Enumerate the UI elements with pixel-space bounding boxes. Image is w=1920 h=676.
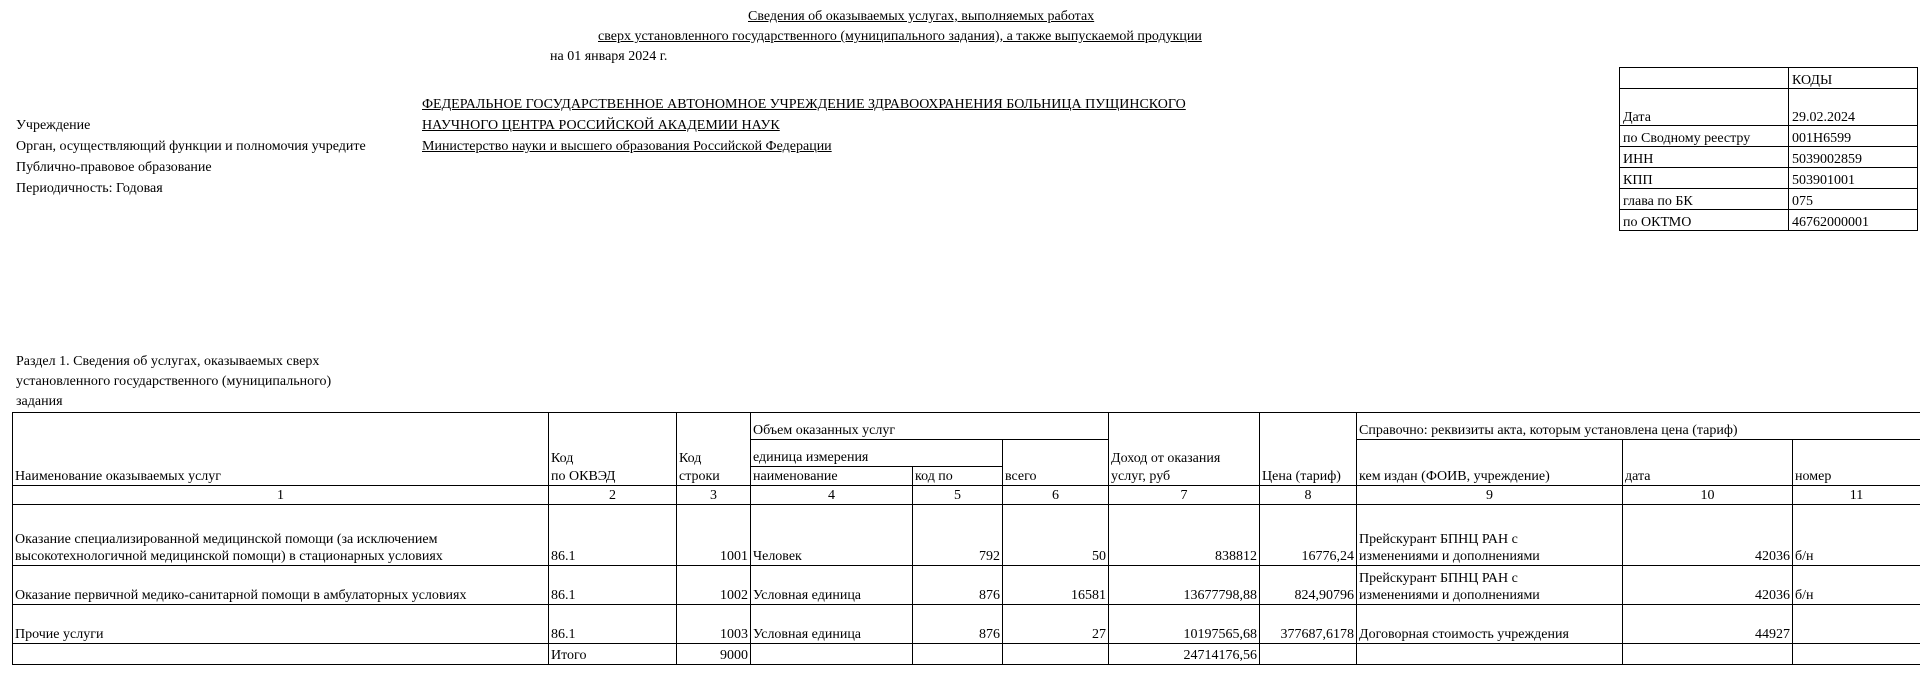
- cell-total: 27: [1003, 605, 1109, 644]
- column-number: 8: [1260, 486, 1357, 505]
- column-number: 5: [913, 486, 1003, 505]
- cell-row-code: 1003: [677, 605, 751, 644]
- codes-label-kpp: КПП: [1620, 168, 1789, 189]
- header-price: Цена (тариф): [1260, 467, 1357, 486]
- header-price-top: [1260, 413, 1357, 467]
- header-row-code-1: Код: [679, 450, 702, 466]
- header-okved-2: по ОКВЭД: [549, 467, 677, 486]
- report-title-line1: Сведения об оказываемых услугах, выполняемых работах: [748, 9, 1095, 24]
- service-name-line2: высокотехнологичной медицинской помощи) в стационарных условиях: [15, 549, 443, 564]
- section-title-line2: установленного государственного (муниципального): [16, 374, 332, 389]
- header-issued-by: кем издан (ФОИВ, учреждение): [1357, 467, 1623, 486]
- cell-unit-code: 792: [913, 505, 1003, 566]
- header-income-top: [1109, 413, 1260, 467]
- total-code: 9000: [677, 644, 751, 665]
- issued-by-line2: изменениями и дополнениями: [1359, 588, 1540, 603]
- institution-name-line1: ФЕДЕРАЛЬНОЕ ГОСУДАРСТВЕННОЕ АВТОНОМНОЕ УЧРЕЖДЕНИЕ ЗДРАВООХРАНЕНИЯ БОЛЬНИЦА ПУЩИНСКОГО: [422, 97, 1186, 112]
- cell-issued-by: [1357, 505, 1623, 566]
- cell-okved: 86.1: [549, 605, 677, 644]
- header-unit-name: наименование: [751, 467, 913, 486]
- column-number: 6: [1003, 486, 1109, 505]
- institution-label: Учреждение: [16, 118, 91, 133]
- cell-row-code: 1002: [677, 566, 751, 605]
- table-row: [13, 505, 1920, 566]
- header-volume: Объем оказанных услуг: [751, 413, 1109, 440]
- header-date: дата: [1623, 467, 1793, 486]
- header-service-name: Наименование оказываемых услуг: [13, 467, 549, 486]
- header-service-name-top: [13, 413, 549, 467]
- section-title-line3: задания: [16, 394, 63, 409]
- issued-by-line1: Прейскурант БПНЦ РАН с: [1359, 571, 1518, 586]
- cell-row-code: 1001: [677, 505, 751, 566]
- institution-name-line2: НАУЧНОГО ЦЕНТРА РОССИЙСКОЙ АКАДЕМИИ НАУК: [422, 118, 780, 133]
- report-title-line2: сверх установленного государственного (муниципального задания), а также выпускаемой продукции: [598, 29, 1202, 44]
- cell-service-name: [13, 505, 549, 566]
- cell-total: 50: [1003, 505, 1109, 566]
- header-total: всего: [1003, 467, 1109, 486]
- codes-value-date: 29.02.2024: [1789, 89, 1918, 126]
- header-income-2: услуг, руб: [1109, 467, 1260, 486]
- codes-value-inn: 5039002859: [1789, 147, 1918, 168]
- organ-value: Министерство науки и высшего образования Российской Федерации: [422, 139, 832, 154]
- total-empty: [913, 644, 1003, 665]
- total-empty: [1357, 644, 1623, 665]
- total-empty: [1623, 644, 1793, 665]
- codes-header: КОДЫ: [1789, 68, 1918, 89]
- column-number: 4: [751, 486, 913, 505]
- total-row: [13, 644, 1920, 665]
- cell-income: 13677798,88: [1109, 566, 1260, 605]
- cell-unit-name: Условная единица: [751, 566, 913, 605]
- cell-okved: 86.1: [549, 566, 677, 605]
- cell-issued-by: Договорная стоимость учреждения: [1357, 605, 1623, 644]
- header-okved-1: Код: [551, 450, 574, 466]
- total-empty: [1003, 644, 1109, 665]
- header-date-top: [1623, 440, 1793, 467]
- codes-header-empty: [1620, 68, 1789, 89]
- service-name-line: Прочие услуги: [15, 627, 104, 642]
- public-entity-label: Публично-правовое образование: [16, 160, 212, 175]
- cell-service-name: [13, 605, 549, 644]
- section-title-line1: Раздел 1. Сведения об услугах, оказываемых сверх: [16, 354, 320, 369]
- codes-label-bk: глава по БК: [1620, 189, 1789, 210]
- cell-number: б/н: [1793, 566, 1920, 605]
- column-number: 2: [549, 486, 677, 505]
- cell-number: [1793, 605, 1920, 644]
- codes-label-oktmo: по ОКТМО: [1620, 210, 1789, 231]
- column-number: 3: [677, 486, 751, 505]
- header-number-top: [1793, 440, 1920, 467]
- header-number: номер: [1793, 467, 1920, 486]
- table-row: [13, 566, 1920, 605]
- header-unit-code: код по: [913, 467, 1003, 486]
- header-income-1: Доход от оказания: [1111, 450, 1221, 466]
- codes-label-inn: ИНН: [1620, 147, 1789, 168]
- cell-unit-name: Человек: [751, 505, 913, 566]
- cell-date: 44927: [1623, 605, 1793, 644]
- total-empty: [1793, 644, 1920, 665]
- cell-unit-code: 876: [913, 605, 1003, 644]
- service-name-line1: Оказание специализированной медицинской помощи (за исключением: [15, 532, 438, 547]
- total-empty: [1260, 644, 1357, 665]
- column-number: 9: [1357, 486, 1623, 505]
- cell-date: 42036: [1623, 566, 1793, 605]
- organ-label: Орган, осуществляющий функции и полномочия учредите: [16, 139, 366, 154]
- cell-number: б/н: [1793, 505, 1920, 566]
- cell-service-name: [13, 566, 549, 605]
- service-name-line: Оказание первичной медико-санитарной помощи в амбулаторных условиях: [15, 588, 467, 603]
- total-income: 24714176,56: [1109, 644, 1260, 665]
- cell-price: 16776,24: [1260, 505, 1357, 566]
- periodicity-label: Периодичность: Годовая: [16, 181, 163, 196]
- issued-by-line2: изменениями и дополнениями: [1359, 549, 1540, 564]
- column-number: 7: [1109, 486, 1260, 505]
- column-number: 10: [1623, 486, 1793, 505]
- codes-table: [1619, 67, 1918, 231]
- header-issued-top: [1357, 440, 1623, 467]
- codes-value-registry: 001Н6599: [1789, 126, 1918, 147]
- services-table: [12, 412, 1920, 665]
- issued-by-line1: Прейскурант БПНЦ РАН с: [1359, 532, 1518, 547]
- report-date: на 01 января 2024 г.: [550, 49, 668, 64]
- total-empty: [13, 644, 549, 665]
- cell-income: 838812: [1109, 505, 1260, 566]
- total-label: Итого: [549, 644, 677, 665]
- header-reference: Справочно: реквизиты акта, которым установлена цена (тариф): [1357, 413, 1920, 440]
- cell-income: 10197565,68: [1109, 605, 1260, 644]
- cell-unit-name: Условная единица: [751, 605, 913, 644]
- codes-value-bk: 075: [1789, 189, 1918, 210]
- header-row-code-top: [677, 413, 751, 467]
- cell-price: 824,90796: [1260, 566, 1357, 605]
- cell-date: 42036: [1623, 505, 1793, 566]
- cell-price: 377687,6178: [1260, 605, 1357, 644]
- cell-unit-code: 876: [913, 566, 1003, 605]
- column-number: 1: [13, 486, 549, 505]
- codes-label-date: Дата: [1620, 89, 1789, 126]
- codes-label-registry: по Сводному реестру: [1620, 126, 1789, 147]
- header-total-top: [1003, 440, 1109, 467]
- header-row-code-2: строки: [677, 467, 751, 486]
- total-empty: [751, 644, 913, 665]
- codes-value-oktmo: 46762000001: [1789, 210, 1918, 231]
- cell-issued-by: [1357, 566, 1623, 605]
- header-okved-top: [549, 413, 677, 467]
- codes-value-kpp: 503901001: [1789, 168, 1918, 189]
- column-number: 11: [1793, 486, 1920, 505]
- header-unit: единица измерения: [751, 440, 1003, 467]
- cell-total: 16581: [1003, 566, 1109, 605]
- cell-okved: 86.1: [549, 505, 677, 566]
- table-row: [13, 605, 1920, 644]
